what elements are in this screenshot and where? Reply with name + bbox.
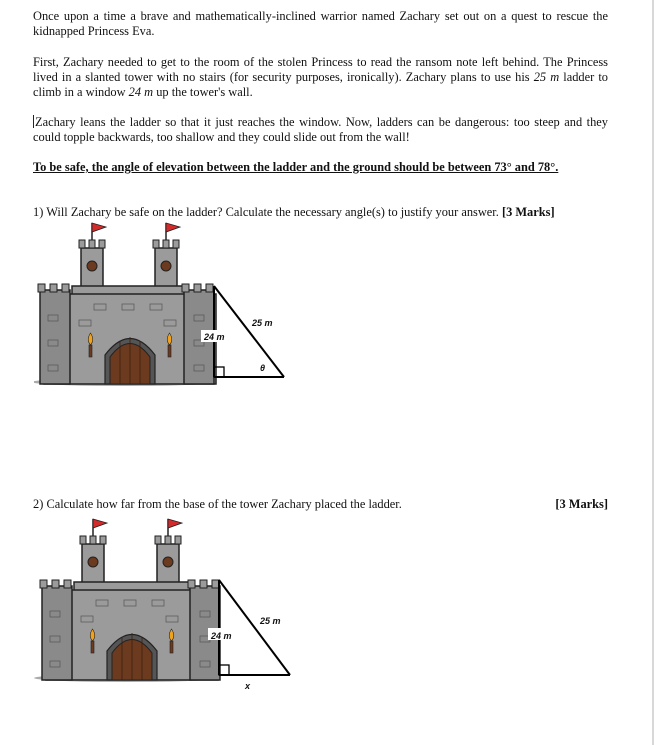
question-2-text: Calculate how far from the base of the tower Zachary placed the ladder. xyxy=(46,497,402,511)
safety-rule: To be safe, the angle of elevation between the ladder and the ground should be between 73° and 78°. xyxy=(33,160,559,174)
setup-text-end: up the tower's wall. xyxy=(153,85,253,99)
setup-text-middle: ladder to climb in a window xyxy=(33,70,608,99)
base-label-2: x xyxy=(245,681,251,691)
height-label-1: 24 m xyxy=(204,332,225,342)
question-2-marks: [3 Marks] xyxy=(555,497,608,511)
castle-1 xyxy=(34,223,216,386)
question-1-marks: [3 Marks] xyxy=(501,205,555,219)
hypotenuse-label-2: 25 m xyxy=(260,616,281,626)
question-1-text: Will Zachary be safe on the ladder? Calculate the necessary angle(s) to justify your answer. xyxy=(46,205,499,219)
hypotenuse-label-1: 25 m xyxy=(252,318,273,328)
danger-text: Zachary leans the ladder so that it just reaches the window. Now, ladders can be dangerous: too steep and they could topple backwards, too shallow and they could slide out from the wall! xyxy=(33,115,608,144)
intro-paragraph: Once upon a time a brave and mathematically-inclined warrior named Zachary set out on a quest to rescue the kidnapped Princess Eva. xyxy=(33,9,608,38)
question-2-number: 2) xyxy=(33,497,44,511)
ladder-length: 25 m xyxy=(533,70,560,84)
question-2 xyxy=(33,497,608,512)
castle-2 xyxy=(34,519,220,682)
castle-diagram-1 xyxy=(34,220,294,388)
setup-text-start: First, Zachary needed to get to the room of the stolen Princess to read the ransom note left behind. The Princess lived in a slanted tower with no stairs (for security purposes, ironically). Zachary plans to use his xyxy=(33,55,608,84)
question-1 xyxy=(33,205,608,220)
castle-diagram-2 xyxy=(34,518,294,698)
setup-paragraph xyxy=(33,55,608,100)
question-1-number: 1) xyxy=(33,205,44,219)
danger-paragraph xyxy=(33,115,608,145)
triangle-2 xyxy=(219,580,290,675)
height-label-2: 24 m xyxy=(211,631,232,641)
window-height: 24 m xyxy=(128,85,154,99)
text-cursor xyxy=(33,115,34,128)
angle-label-1: θ xyxy=(260,363,266,373)
